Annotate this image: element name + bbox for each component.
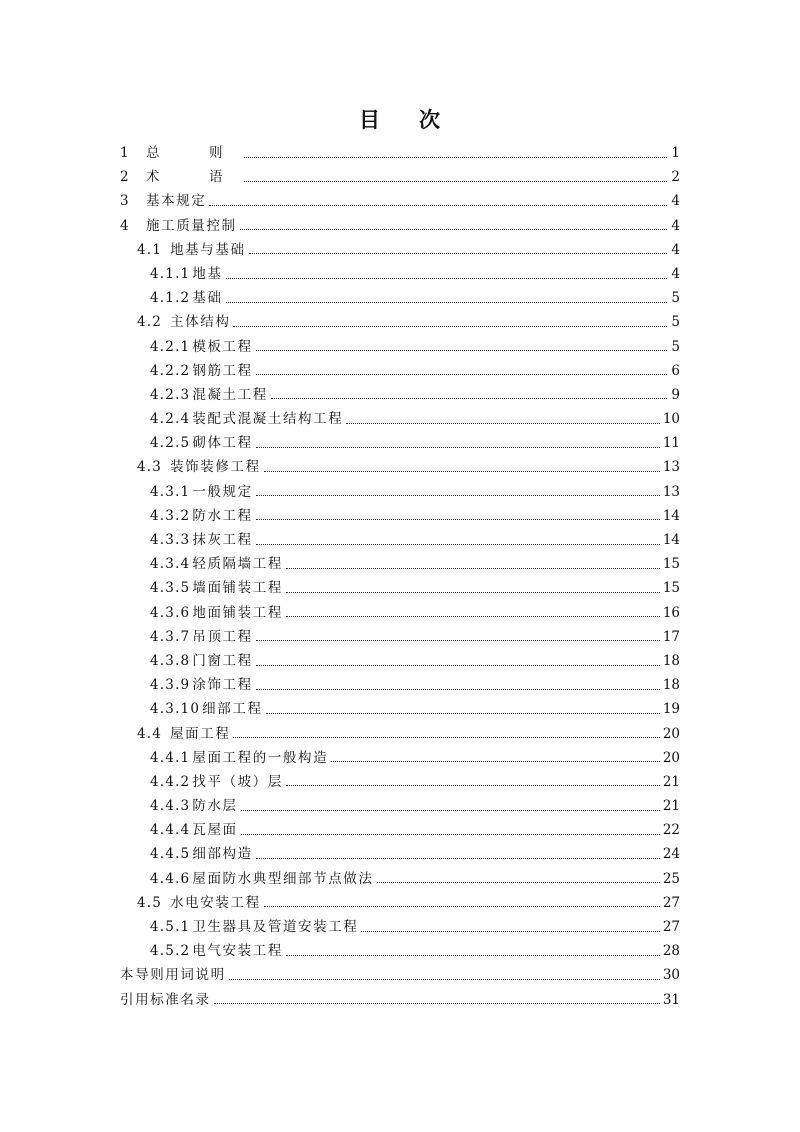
- toc-entry[interactable]: [120, 528, 680, 552]
- toc-entry[interactable]: [120, 335, 680, 359]
- toc-entry-label: 防水层: [192, 798, 238, 815]
- toc-entry-number: 4.2.5: [150, 435, 191, 452]
- dot-leader: [249, 253, 667, 254]
- toc-entry-page-number: 1: [671, 145, 680, 161]
- toc-entry[interactable]: [120, 431, 680, 455]
- toc-entry[interactable]: [120, 552, 680, 576]
- toc-entry-number: 4.3.9: [150, 677, 191, 694]
- dot-leader: [266, 713, 660, 714]
- toc-entry-label: 涂饰工程: [192, 677, 253, 694]
- dot-leader: [264, 906, 660, 907]
- toc-entry-number: 4.5.2: [150, 943, 191, 960]
- toc-entry-number: 4.3: [137, 459, 163, 476]
- toc-entry-page-number: 30: [662, 967, 680, 984]
- toc-entry[interactable]: [120, 601, 680, 625]
- toc-entry[interactable]: [120, 165, 680, 189]
- dot-leader: [240, 229, 667, 230]
- toc-entry-number: 4.2.4: [150, 411, 191, 428]
- toc-entry-number: 4.4: [137, 725, 163, 742]
- toc-entry-number: 4.3.3: [150, 532, 191, 548]
- dot-leader: [286, 955, 660, 956]
- toc-entry-number: 4.2.1: [150, 338, 191, 355]
- dot-leader: [226, 302, 667, 303]
- toc-entry-label: 一般规定: [192, 483, 253, 500]
- toc-entry-label: 防水工程: [192, 507, 253, 524]
- toc-entry-number: 4.3.6: [150, 604, 191, 621]
- toc-entry-label: 水电安装工程: [170, 894, 261, 911]
- toc-entry-label: 屋面工程的一般构造: [192, 749, 329, 766]
- toc-entry-page-number: 4: [671, 241, 680, 258]
- toc-entry[interactable]: [120, 722, 680, 746]
- toc-entry-label: 电气安装工程: [192, 943, 283, 960]
- toc-entry[interactable]: [120, 891, 680, 915]
- toc-entry[interactable]: [120, 214, 680, 238]
- toc-entry-number: 1: [120, 145, 129, 161]
- dot-leader: [256, 858, 660, 859]
- toc-entry-number: 4.3.4: [150, 556, 191, 573]
- toc-entry-page-number: 20: [662, 725, 680, 742]
- toc-entry-page-number: 19: [662, 701, 680, 718]
- toc-entry-number: 4.5: [137, 894, 163, 911]
- toc-entry-label: 混凝土工程: [192, 386, 268, 403]
- toc-entry[interactable]: [120, 141, 680, 165]
- toc-entry-label: 地基: [192, 265, 223, 282]
- toc-entry-number: 4.4.3: [150, 798, 191, 815]
- toc-entry-page-number: 20: [662, 749, 680, 766]
- toc-entry-page-number: 31: [662, 991, 680, 1008]
- toc-entry-number: 4.5.1: [150, 919, 191, 935]
- toc-entry-page-number: 5: [671, 290, 680, 307]
- toc-entry-label: 装配式混凝土结构工程: [192, 411, 344, 428]
- dot-leader: [331, 761, 660, 762]
- toc-entry[interactable]: [120, 867, 680, 891]
- toc-entry-label: 吊顶工程: [192, 628, 253, 645]
- toc-entry-label: 找平（坡）层: [192, 773, 283, 790]
- toc-entry-number: 3: [120, 193, 129, 210]
- toc-entry-page-number: 24: [662, 846, 680, 863]
- dot-leader: [286, 568, 660, 569]
- toc-entry-number: 4.3.7: [150, 628, 191, 645]
- dot-leader: [241, 810, 660, 811]
- toc-entry-label: 屋面防水典型细部节点做法: [192, 870, 374, 887]
- toc-entry[interactable]: [120, 576, 680, 600]
- dot-leader: [361, 931, 659, 932]
- toc-entry-number: 4.3.8: [150, 652, 191, 669]
- dot-leader: [256, 544, 660, 545]
- toc-entry-number: 4: [120, 217, 129, 234]
- toc-entry-page-number: 13: [662, 483, 680, 500]
- toc-entry[interactable]: [120, 963, 680, 987]
- toc-entry-number: 4.2.2: [150, 362, 191, 379]
- toc-entry-page-number: 25: [662, 870, 680, 887]
- toc-entry-page-number: 15: [662, 580, 680, 597]
- toc-entry-number: 4.1.1: [150, 265, 191, 282]
- toc-entry-page-number: 16: [662, 604, 680, 621]
- dot-leader: [256, 665, 660, 666]
- toc-entry[interactable]: [120, 286, 680, 310]
- toc-entry-page-number: 18: [662, 677, 680, 694]
- toc-entry-page-number: 4: [671, 217, 680, 234]
- toc-entry-number: 4.4.5: [150, 846, 191, 863]
- toc-entry-label: 基础: [192, 290, 223, 307]
- toc-entry-number: 4.3.10: [150, 701, 201, 718]
- toc-entry-page-number: 21: [662, 798, 680, 815]
- toc-entry[interactable]: [120, 480, 680, 504]
- toc-entry[interactable]: [120, 359, 680, 383]
- toc-entry[interactable]: [120, 794, 680, 818]
- toc-entry[interactable]: [120, 383, 680, 407]
- toc-entry-page-number: 17: [662, 628, 680, 645]
- toc-entry[interactable]: [120, 455, 680, 479]
- toc-entry[interactable]: [120, 697, 680, 721]
- toc-entry[interactable]: [120, 988, 680, 1012]
- toc-entry-label: 术 语: [146, 169, 241, 186]
- toc-entry[interactable]: [120, 625, 680, 649]
- toc-entry-page-number: 14: [662, 507, 680, 524]
- toc-entry-label: 本导则用词说明: [120, 967, 226, 984]
- dot-leader: [377, 882, 660, 883]
- toc-entry[interactable]: [120, 746, 680, 770]
- toc-entry[interactable]: [120, 262, 680, 286]
- toc-entry-label: 引用标准名录: [120, 991, 211, 1008]
- toc-entry-page-number: 2: [671, 169, 680, 186]
- toc-entry-label: 施工质量控制: [146, 217, 237, 234]
- toc-entry-label: 卫生器具及管道安装工程: [192, 919, 359, 935]
- toc-entry-number: 4.4.1: [150, 749, 191, 766]
- toc-entry[interactable]: [120, 915, 680, 939]
- toc-entry-number: 4.3.2: [150, 507, 191, 524]
- dot-leader: [256, 447, 660, 448]
- toc-entry[interactable]: [120, 407, 680, 431]
- dot-leader: [214, 1003, 660, 1004]
- dot-leader: [346, 423, 659, 424]
- toc-entry-page-number: 28: [662, 943, 680, 960]
- toc-entry-page-number: 22: [662, 822, 680, 839]
- toc-entry-label: 细部工程: [202, 701, 263, 718]
- toc-entry[interactable]: [120, 649, 680, 673]
- toc-entry[interactable]: [120, 238, 680, 262]
- toc-entry-page-number: 6: [671, 362, 680, 379]
- toc-entry[interactable]: [120, 189, 680, 213]
- dot-leader: [209, 205, 667, 206]
- toc-entry-page-number: 18: [662, 652, 680, 669]
- toc-entry-label: 轻质隔墙工程: [192, 556, 283, 573]
- dot-leader: [286, 592, 660, 593]
- toc-entry-label: 装饰装修工程: [170, 459, 261, 476]
- dot-leader: [244, 157, 668, 158]
- toc-entry-label: 总 则: [146, 145, 241, 161]
- toc-entry[interactable]: [120, 939, 680, 963]
- toc-entry-number: 4.1.2: [150, 290, 191, 307]
- toc-entry-label: 门窗工程: [192, 652, 253, 669]
- toc-entry[interactable]: [120, 842, 680, 866]
- toc-entry[interactable]: [120, 770, 680, 794]
- dot-leader: [256, 519, 660, 520]
- toc-entry-label: 细部构造: [192, 846, 253, 863]
- toc-entry-number: 4.4.6: [150, 870, 191, 887]
- toc-entry-label: 瓦屋面: [192, 822, 238, 839]
- toc-entry-number: 4.3.1: [150, 483, 191, 500]
- toc-entry-label: 屋面工程: [170, 725, 231, 742]
- toc-entry-label: 主体结构: [170, 314, 231, 331]
- toc-entry[interactable]: [120, 310, 680, 334]
- toc-entry-page-number: 10: [662, 411, 680, 428]
- dot-leader: [256, 640, 660, 641]
- dot-leader: [233, 737, 659, 738]
- toc-entry-number: 4.1: [137, 241, 163, 258]
- toc-entry-label: 砌体工程: [192, 435, 253, 452]
- toc-entry[interactable]: [120, 504, 680, 528]
- toc-entry-label: 钢筋工程: [192, 362, 253, 379]
- toc-entry-label: 地面铺装工程: [192, 604, 283, 621]
- toc-entry-label: 地基与基础: [170, 241, 246, 258]
- toc-entry-label: 抹灰工程: [192, 532, 253, 548]
- toc-entry-number: 4.2.3: [150, 386, 191, 403]
- toc-entry-page-number: 14: [662, 532, 680, 548]
- toc-title-char-2: 次: [419, 107, 441, 132]
- dot-leader: [256, 495, 660, 496]
- toc-entry-page-number: 27: [662, 894, 680, 911]
- toc-entry-label: 基本规定: [146, 193, 207, 210]
- toc-entry-page-number: 5: [671, 338, 680, 355]
- toc-entry[interactable]: [120, 673, 680, 697]
- toc-entry-page-number: 27: [662, 919, 680, 935]
- dot-leader: [286, 785, 660, 786]
- dot-leader: [229, 979, 660, 980]
- dot-leader: [226, 278, 667, 279]
- dot-leader: [256, 689, 660, 690]
- toc-entry-label: 模板工程: [192, 338, 253, 355]
- toc-entry-page-number: 4: [671, 193, 680, 210]
- toc-entry-page-number: 13: [662, 459, 680, 476]
- toc-entry[interactable]: [120, 818, 680, 842]
- toc-entry-number: 4.3.5: [150, 580, 191, 597]
- dot-leader: [241, 834, 660, 835]
- toc-title: [0, 104, 800, 134]
- toc-entry-number: 4.4.4: [150, 822, 191, 839]
- dot-leader: [244, 181, 668, 182]
- toc-entry-page-number: 11: [662, 435, 680, 452]
- toc-entry-page-number: 9: [671, 386, 680, 403]
- toc-entry-label: 墙面铺装工程: [192, 580, 283, 597]
- dot-leader: [256, 350, 667, 351]
- dot-leader: [264, 471, 660, 472]
- toc-title-char-1: 目: [359, 107, 381, 132]
- dot-leader: [286, 616, 660, 617]
- toc-entry-number: 4.2: [137, 314, 163, 331]
- toc-entry-page-number: 4: [671, 265, 680, 282]
- toc-entry-number: 2: [120, 169, 129, 186]
- dot-leader: [271, 398, 667, 399]
- toc-entry-page-number: 5: [671, 314, 680, 331]
- dot-leader: [256, 374, 667, 375]
- dot-leader: [233, 326, 667, 327]
- toc-entry-number: 4.4.2: [150, 773, 191, 790]
- table-of-contents: [120, 141, 680, 1012]
- toc-entry-page-number: 15: [662, 556, 680, 573]
- toc-entry-page-number: 21: [662, 773, 680, 790]
